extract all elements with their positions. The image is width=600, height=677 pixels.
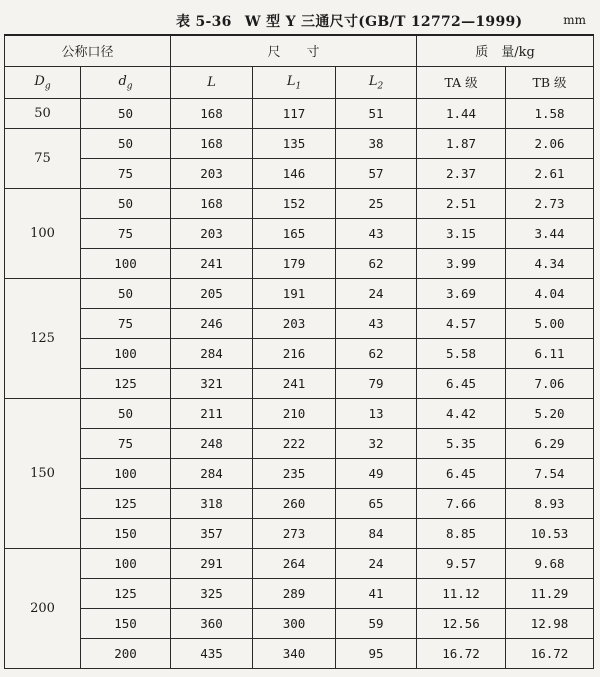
cell-dg: 100 [81, 548, 171, 578]
cell-L2: 62 [336, 248, 417, 278]
cell-TA: 5.35 [417, 428, 506, 458]
table-row [5, 458, 594, 488]
table-title: W 型 Y 三通尺寸(GB/T 12772—1999) [244, 14, 523, 30]
cell-TA: 9.57 [417, 548, 506, 578]
cell-TB: 7.06 [506, 368, 594, 398]
cell-L: 246 [171, 308, 253, 338]
cell-L2: 24 [336, 548, 417, 578]
cell-dg: 75 [81, 308, 171, 338]
table-row [5, 578, 594, 608]
cell-L2: 51 [336, 98, 417, 128]
cell-TA: 6.45 [417, 368, 506, 398]
cell-TA: 6.45 [417, 458, 506, 488]
cell-L1: 260 [253, 488, 336, 518]
cell-L: 284 [171, 458, 253, 488]
cell-L: 205 [171, 278, 253, 308]
cell-Dg: 200 [5, 548, 81, 668]
cell-dg: 50 [81, 128, 171, 158]
cell-L1: 340 [253, 638, 336, 668]
cell-TB: 2.73 [506, 188, 594, 218]
cell-L: 284 [171, 338, 253, 368]
cell-TA: 3.15 [417, 218, 506, 248]
cell-L: 291 [171, 548, 253, 578]
table-body [5, 98, 594, 668]
table-row [5, 308, 594, 338]
cell-dg: 100 [81, 458, 171, 488]
cell-L1: 241 [253, 368, 336, 398]
cell-dg: 75 [81, 428, 171, 458]
cell-dg: 50 [81, 278, 171, 308]
table-row [5, 128, 594, 158]
cell-L2: 65 [336, 488, 417, 518]
cell-L: 318 [171, 488, 253, 518]
table-row [5, 488, 594, 518]
cell-L: 360 [171, 608, 253, 638]
header-row-columns [5, 66, 594, 98]
cell-TB: 16.72 [506, 638, 594, 668]
cell-L1: 165 [253, 218, 336, 248]
cell-L: 211 [171, 398, 253, 428]
table-row [5, 548, 594, 578]
cell-TA: 11.12 [417, 578, 506, 608]
cell-dg: 125 [81, 368, 171, 398]
table-row [5, 218, 594, 248]
cell-L1: 191 [253, 278, 336, 308]
cell-L2: 43 [336, 218, 417, 248]
cell-L: 435 [171, 638, 253, 668]
cell-TB: 4.34 [506, 248, 594, 278]
cell-L: 168 [171, 128, 253, 158]
cell-L: 357 [171, 518, 253, 548]
cell-TA: 7.66 [417, 488, 506, 518]
cell-L2: 43 [336, 308, 417, 338]
cell-Dg: 50 [5, 98, 81, 128]
cell-L: 203 [171, 158, 253, 188]
cell-L1: 152 [253, 188, 336, 218]
cell-TA: 4.57 [417, 308, 506, 338]
cell-L1: 179 [253, 248, 336, 278]
cell-dg: 100 [81, 248, 171, 278]
cell-dg: 200 [81, 638, 171, 668]
cell-L1: 273 [253, 518, 336, 548]
cell-TB: 2.61 [506, 158, 594, 188]
cell-TB: 10.53 [506, 518, 594, 548]
cell-L: 168 [171, 98, 253, 128]
cell-TB: 7.54 [506, 458, 594, 488]
table-row [5, 338, 594, 368]
table-row [5, 608, 594, 638]
cell-L1: 117 [253, 98, 336, 128]
table-row [5, 638, 594, 668]
col-header-Dg: $D_g$ [5, 66, 81, 98]
table-caption [176, 11, 522, 31]
col-header-L1: $L_1$ [253, 66, 336, 98]
cell-Dg: 100 [5, 188, 81, 278]
cell-TB: 9.68 [506, 548, 594, 578]
table-row [5, 518, 594, 548]
cell-L: 241 [171, 248, 253, 278]
dimensions-header: 尺 寸 [171, 35, 417, 66]
cell-dg: 50 [81, 188, 171, 218]
mass-header: 质 量/kg [417, 35, 594, 66]
cell-L2: 57 [336, 158, 417, 188]
cell-L2: 62 [336, 338, 417, 368]
cell-TA: 8.85 [417, 518, 506, 548]
cell-L1: 235 [253, 458, 336, 488]
cell-dg: 150 [81, 608, 171, 638]
cell-TB: 4.04 [506, 278, 594, 308]
cell-TA: 1.44 [417, 98, 506, 128]
cell-dg: 125 [81, 488, 171, 518]
cell-L: 325 [171, 578, 253, 608]
table-row [5, 278, 594, 308]
cell-dg: 125 [81, 578, 171, 608]
cell-L: 168 [171, 188, 253, 218]
cell-TA: 16.72 [417, 638, 506, 668]
cell-TB: 2.06 [506, 128, 594, 158]
cell-L1: 216 [253, 338, 336, 368]
cell-dg: 75 [81, 218, 171, 248]
cell-TB: 8.93 [506, 488, 594, 518]
cell-dg: 50 [81, 98, 171, 128]
cell-L: 248 [171, 428, 253, 458]
table-row [5, 428, 594, 458]
table-caption-row [0, 0, 600, 34]
col-header-TB: TB 级 [506, 66, 594, 98]
cell-L2: 95 [336, 638, 417, 668]
cell-TA: 5.58 [417, 338, 506, 368]
cell-TA: 12.56 [417, 608, 506, 638]
cell-dg: 50 [81, 398, 171, 428]
cell-TB: 6.11 [506, 338, 594, 368]
table-row [5, 158, 594, 188]
cell-L1: 264 [253, 548, 336, 578]
cell-L1: 146 [253, 158, 336, 188]
cell-L2: 41 [336, 578, 417, 608]
header-row-group [5, 35, 594, 66]
cell-L: 203 [171, 218, 253, 248]
cell-TA: 3.99 [417, 248, 506, 278]
cell-L1: 203 [253, 308, 336, 338]
cell-L2: 84 [336, 518, 417, 548]
cell-TB: 1.58 [506, 98, 594, 128]
cell-TB: 11.29 [506, 578, 594, 608]
cell-L2: 79 [336, 368, 417, 398]
table-row [5, 368, 594, 398]
cell-Dg: 150 [5, 398, 81, 548]
col-header-L2: $L_2$ [336, 66, 417, 98]
cell-dg: 75 [81, 158, 171, 188]
cell-L2: 32 [336, 428, 417, 458]
cell-L1: 222 [253, 428, 336, 458]
dimension-table [4, 34, 594, 669]
cell-Dg: 75 [5, 128, 81, 188]
cell-TA: 1.87 [417, 128, 506, 158]
col-header-TA: TA 级 [417, 66, 506, 98]
cell-L1: 135 [253, 128, 336, 158]
col-header-dg: $d_g$ [81, 66, 171, 98]
cell-dg: 100 [81, 338, 171, 368]
cell-TA: 3.69 [417, 278, 506, 308]
nominal-size-header: 公称口径 [5, 35, 171, 66]
cell-L2: 13 [336, 398, 417, 428]
table-number: 表 5-36 [176, 14, 232, 30]
table-row [5, 98, 594, 128]
cell-L2: 24 [336, 278, 417, 308]
cell-TA: 2.51 [417, 188, 506, 218]
table-row [5, 398, 594, 428]
cell-L1: 300 [253, 608, 336, 638]
cell-Dg: 125 [5, 278, 81, 398]
cell-L2: 59 [336, 608, 417, 638]
cell-L1: 289 [253, 578, 336, 608]
table-row [5, 248, 594, 278]
table-row [5, 188, 594, 218]
cell-TA: 2.37 [417, 158, 506, 188]
cell-L1: 210 [253, 398, 336, 428]
unit-label: mm [563, 13, 586, 27]
cell-dg: 150 [81, 518, 171, 548]
cell-L2: 25 [336, 188, 417, 218]
cell-TB: 6.29 [506, 428, 594, 458]
cell-TB: 12.98 [506, 608, 594, 638]
cell-L2: 38 [336, 128, 417, 158]
cell-TB: 5.00 [506, 308, 594, 338]
col-header-L: L [171, 66, 253, 98]
cell-TB: 5.20 [506, 398, 594, 428]
cell-TA: 4.42 [417, 398, 506, 428]
cell-L2: 49 [336, 458, 417, 488]
cell-TB: 3.44 [506, 218, 594, 248]
cell-L: 321 [171, 368, 253, 398]
